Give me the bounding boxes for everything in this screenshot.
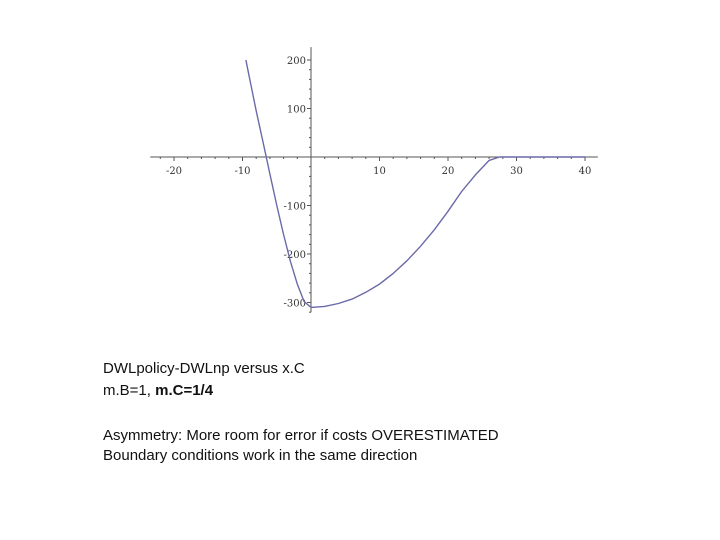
x-tick-label: -10 [234, 166, 251, 177]
params-bold: m.C=1/4 [155, 382, 214, 399]
tick-labels [166, 56, 591, 310]
y-tick-label: -100 [283, 201, 306, 213]
x-tick-label: 30 [510, 166, 523, 177]
x-tick-label: 10 [373, 166, 386, 177]
y-tick-label: -200 [283, 250, 306, 261]
chart-caption-params [103, 381, 213, 401]
chart-caption-title: DWLpolicy-DWLnp versus x.C [103, 360, 305, 377]
ticks [160, 60, 585, 312]
y-tick-label: -300 [283, 298, 306, 310]
series [246, 60, 585, 307]
params-prefix: m.B=1, [103, 382, 156, 399]
caption-boundary: Boundary conditions work in the same direction [103, 447, 418, 464]
y-tick-label: 200 [286, 56, 306, 67]
x-tick-label: 40 [578, 166, 592, 177]
axes [150, 47, 598, 312]
caption-asymmetry: Asymmetry: More room for error if costs OVERESTIMATED [103, 427, 499, 444]
x-tick-label: -20 [165, 166, 183, 177]
x-tick-label: 20 [441, 166, 455, 177]
y-tick-label: 100 [286, 104, 306, 116]
series-line [246, 60, 585, 307]
